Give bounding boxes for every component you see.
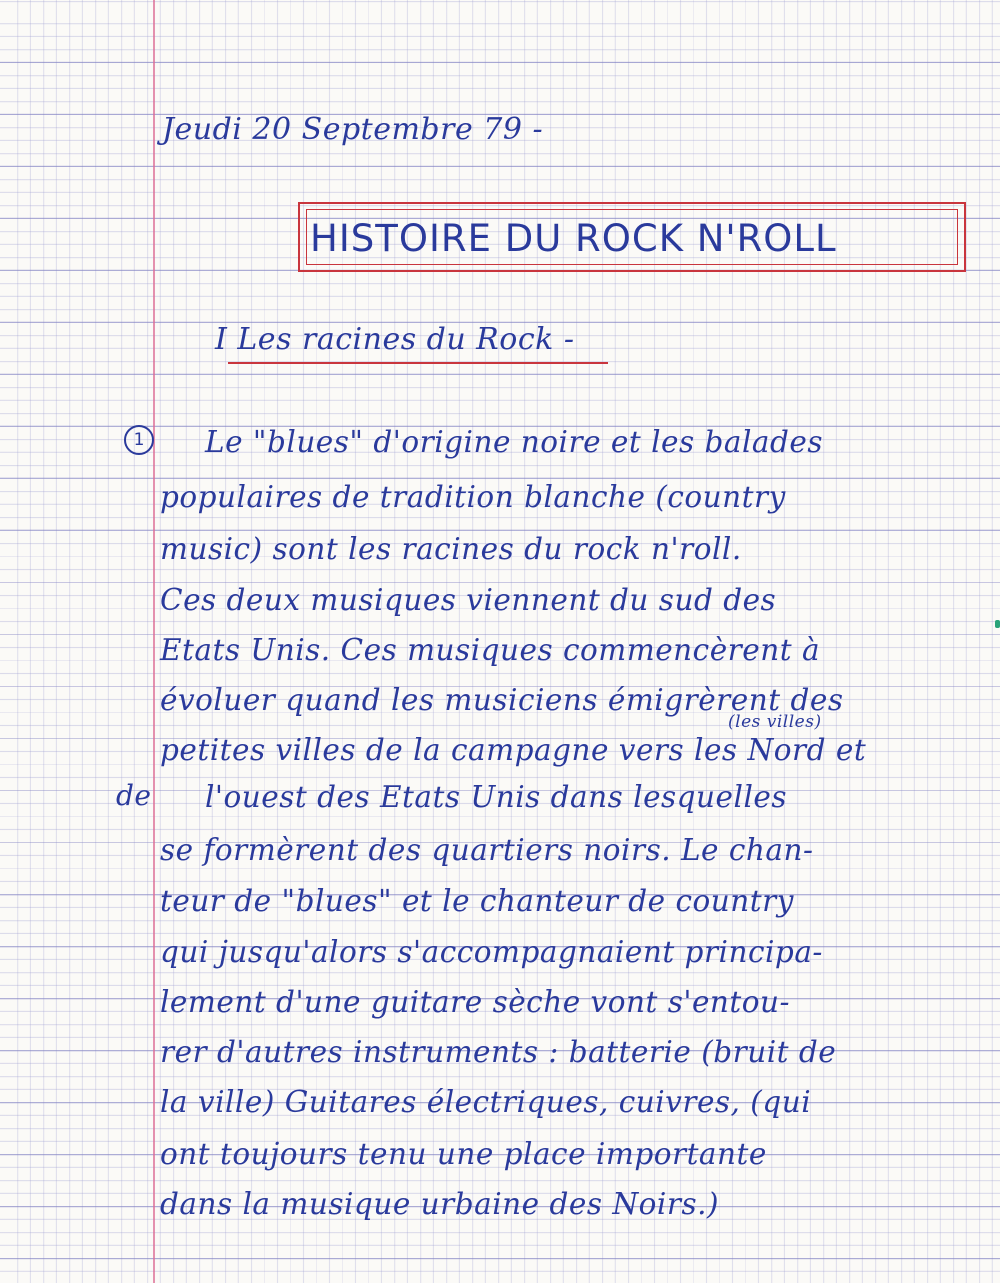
margin-line — [153, 0, 155, 1283]
text-line-6: évoluer quand les musiciens émigrèrent des — [160, 683, 844, 717]
margin-word: de — [116, 779, 152, 812]
text-line-1: Le "blues" d'origine noire et les balades — [205, 425, 824, 459]
text-line-8: l'ouest des Etats Unis dans lesquelles — [205, 780, 787, 814]
text-line-4: Ces deux musiques viennent du sud des — [160, 583, 777, 617]
text-line-9: se formèrent des quartiers noirs. Le chan- — [160, 833, 814, 867]
text-line-7: petites villes de la campagne vers les Nord et — [160, 733, 867, 767]
section-underline — [228, 362, 608, 364]
paragraph-number: 1 — [124, 425, 154, 455]
section-heading: I Les racines du Rock - — [215, 322, 575, 357]
page-title: HISTOIRE DU ROCK N'ROLL — [310, 217, 837, 260]
text-line-3: music) sont les racines du rock n'roll. — [160, 532, 742, 566]
text-line-16: dans la musique urbaine des Noirs.) — [160, 1187, 719, 1221]
text-line-11: qui jusqu'alors s'accompagnaient principa- — [160, 935, 823, 969]
ink-dot — [995, 620, 1000, 628]
insertion-note: (les villes) — [728, 712, 822, 732]
text-line-10: teur de "blues" et le chanteur de country — [160, 884, 794, 918]
text-line-5: Etats Unis. Ces musiques commencèrent à — [160, 633, 821, 667]
text-line-15: ont toujours tenu une place importante — [160, 1137, 767, 1171]
text-line-12: lement d'une guitare sèche vont s'entou- — [160, 985, 790, 1019]
text-line-14: la ville) Guitares électriques, cuivres, (qui — [160, 1085, 812, 1119]
text-line-2: populaires de tradition blanche (country — [160, 480, 786, 514]
date-heading: Jeudi 20 Septembre 79 - — [162, 112, 544, 147]
text-line-13: rer d'autres instruments : batterie (bruit de — [160, 1035, 837, 1069]
